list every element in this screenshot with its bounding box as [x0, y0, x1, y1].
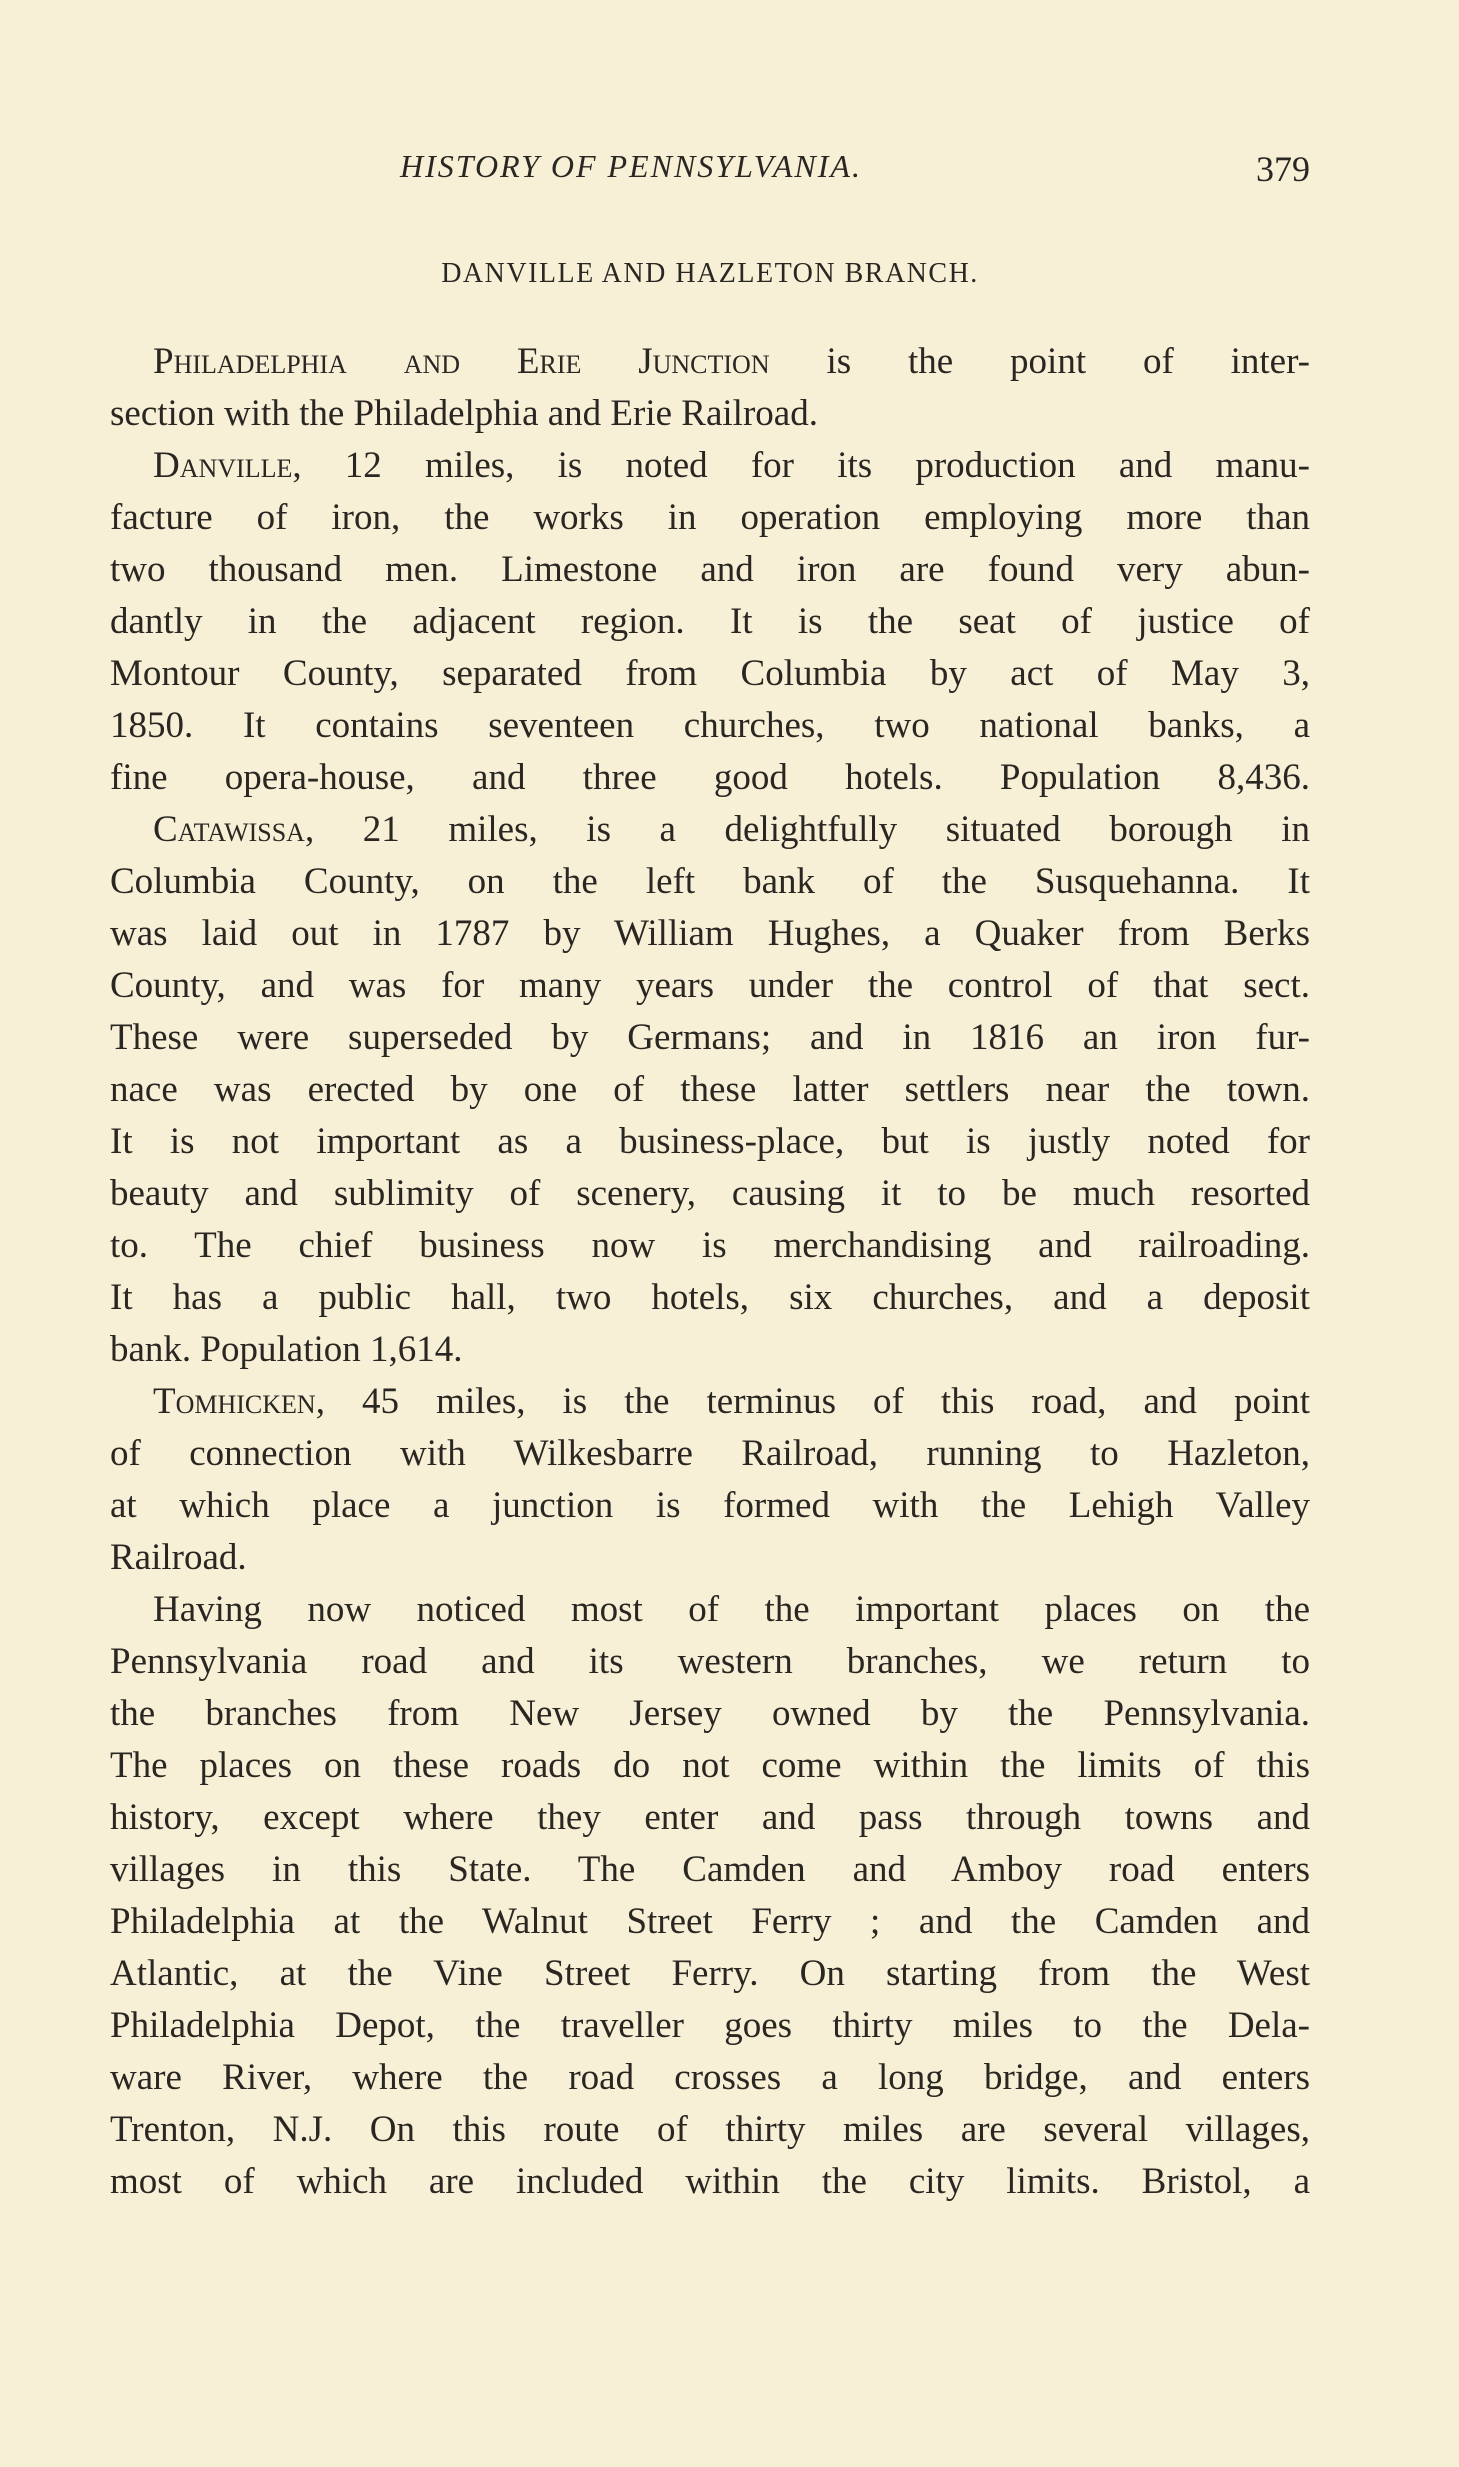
text-line [110, 2104, 1310, 2156]
line-text: Columbia County, on the left bank of the Susquehanna. It [110, 861, 1310, 902]
line-text: County, and was for many years under the control of that sect. [110, 965, 1310, 1006]
line-text: , 12 miles, is noted for its production and manu- [292, 445, 1310, 486]
text-line [110, 1688, 1310, 1740]
text-line [110, 1532, 1310, 1584]
line-text: beauty and sublimity of scenery, causing it to be much resorted [110, 1173, 1310, 1214]
line-text: the branches from New Jersey owned by the Pennsylvania. [110, 1693, 1310, 1734]
text-line [110, 648, 1310, 700]
text-line [110, 544, 1310, 596]
lead-term: Danville [153, 445, 293, 486]
body-text [110, 336, 1310, 2208]
text-line [110, 960, 1310, 1012]
text-line [110, 700, 1310, 752]
line-text: section with the Philadelphia and Erie Railroad. [110, 393, 818, 434]
line-text: dantly in the adjacent region. It is the seat of justice of [110, 601, 1310, 642]
line-text: The places on these roads do not come within the limits of this [110, 1745, 1310, 1786]
line-text: Pennsylvania road and its western branches, we return to [110, 1641, 1310, 1682]
line-text: Philadelphia Depot, the traveller goes thirty miles to the Dela- [110, 2005, 1310, 2046]
text-line [110, 1220, 1310, 1272]
lead-term: Tomhicken [153, 1381, 316, 1422]
line-text: Railroad. [110, 1537, 247, 1578]
line-text: to. The chief business now is merchandising and railroading. [110, 1225, 1310, 1266]
line-text: It is not important as a business-place, but is justly noted for [110, 1121, 1310, 1162]
text-line [110, 492, 1310, 544]
text-line [110, 2156, 1310, 2208]
text-line [110, 1428, 1310, 1480]
page-number: 379 [1256, 149, 1310, 189]
text-line [110, 1116, 1310, 1168]
text-line [110, 596, 1310, 648]
line-text: at which place a junction is formed with the Lehigh Valley [110, 1485, 1310, 1526]
lead-term: Philadelphia and Erie Junction [153, 341, 770, 382]
text-line [110, 1948, 1310, 2000]
text-line [110, 908, 1310, 960]
lead-term: Catawissa [153, 809, 305, 850]
line-text: is the point of inter- [769, 341, 1310, 382]
line-text: , 45 miles, is the terminus of this road, and point [315, 1381, 1310, 1422]
text-line [110, 1012, 1310, 1064]
line-text: two thousand men. Limestone and iron are found very abun- [110, 549, 1310, 590]
text-line [110, 1376, 1310, 1428]
text-line [110, 804, 1310, 856]
text-line [110, 2000, 1310, 2052]
text-line [110, 1740, 1310, 1792]
line-text: 1850. It contains seventeen churches, two national banks, a [110, 705, 1310, 746]
text-line [110, 1272, 1310, 1324]
line-text: ware River, where the road crosses a long bridge, and enters [110, 2057, 1310, 2098]
line-text: Trenton, N.J. On this route of thirty miles are several villages, [110, 2109, 1310, 2150]
text-line [110, 1636, 1310, 1688]
line-text: It has a public hall, two hotels, six churches, and a deposit [110, 1277, 1310, 1318]
text-line [110, 336, 1310, 388]
section-title: DANVILLE AND HAZLETON BRANCH. [441, 258, 979, 289]
line-text: facture of iron, the works in operation employing more than [110, 497, 1310, 538]
running-title: HISTORY OF PENNSYLVANIA. [400, 148, 862, 184]
text-line [110, 1168, 1310, 1220]
line-text: These were superseded by Germans; and in 1816 an iron fur- [110, 1017, 1310, 1058]
line-text: , 21 miles, is a delightfully situated borough in [304, 809, 1310, 850]
text-line [110, 388, 1310, 440]
line-text: nace was erected by one of these latter settlers near the town. [110, 1069, 1310, 1110]
running-head [110, 148, 1310, 192]
line-text: Having now noticed most of the important places on the [153, 1589, 1310, 1630]
text-line [110, 2052, 1310, 2104]
text-line [110, 856, 1310, 908]
text-line [110, 1844, 1310, 1896]
text-line [110, 440, 1310, 492]
line-text: most of which are included within the city limits. Bristol, a [110, 2161, 1310, 2202]
text-line [110, 1896, 1310, 1948]
line-text: of connection with Wilkesbarre Railroad, running to Hazleton, [110, 1433, 1310, 1474]
text-line [110, 1480, 1310, 1532]
line-text: history, except where they enter and pass through towns and [110, 1797, 1310, 1838]
text-line [110, 1792, 1310, 1844]
line-text: was laid out in 1787 by William Hughes, a Quaker from Berks [110, 913, 1310, 954]
text-line [110, 1324, 1310, 1376]
text-line [110, 752, 1310, 804]
line-text: villages in this State. The Camden and Amboy road enters [110, 1849, 1310, 1890]
line-text: Atlantic, at the Vine Street Ferry. On starting from the West [110, 1953, 1310, 1994]
line-text: Montour County, separated from Columbia by act of May 3, [110, 653, 1310, 694]
text-line [110, 1584, 1310, 1636]
text-line [110, 1064, 1310, 1116]
line-text: fine opera-house, and three good hotels. Population 8,436. [110, 757, 1310, 798]
line-text: bank. Population 1,614. [110, 1329, 463, 1370]
line-text: Philadelphia at the Walnut Street Ferry ; and the Camden and [110, 1901, 1310, 1942]
